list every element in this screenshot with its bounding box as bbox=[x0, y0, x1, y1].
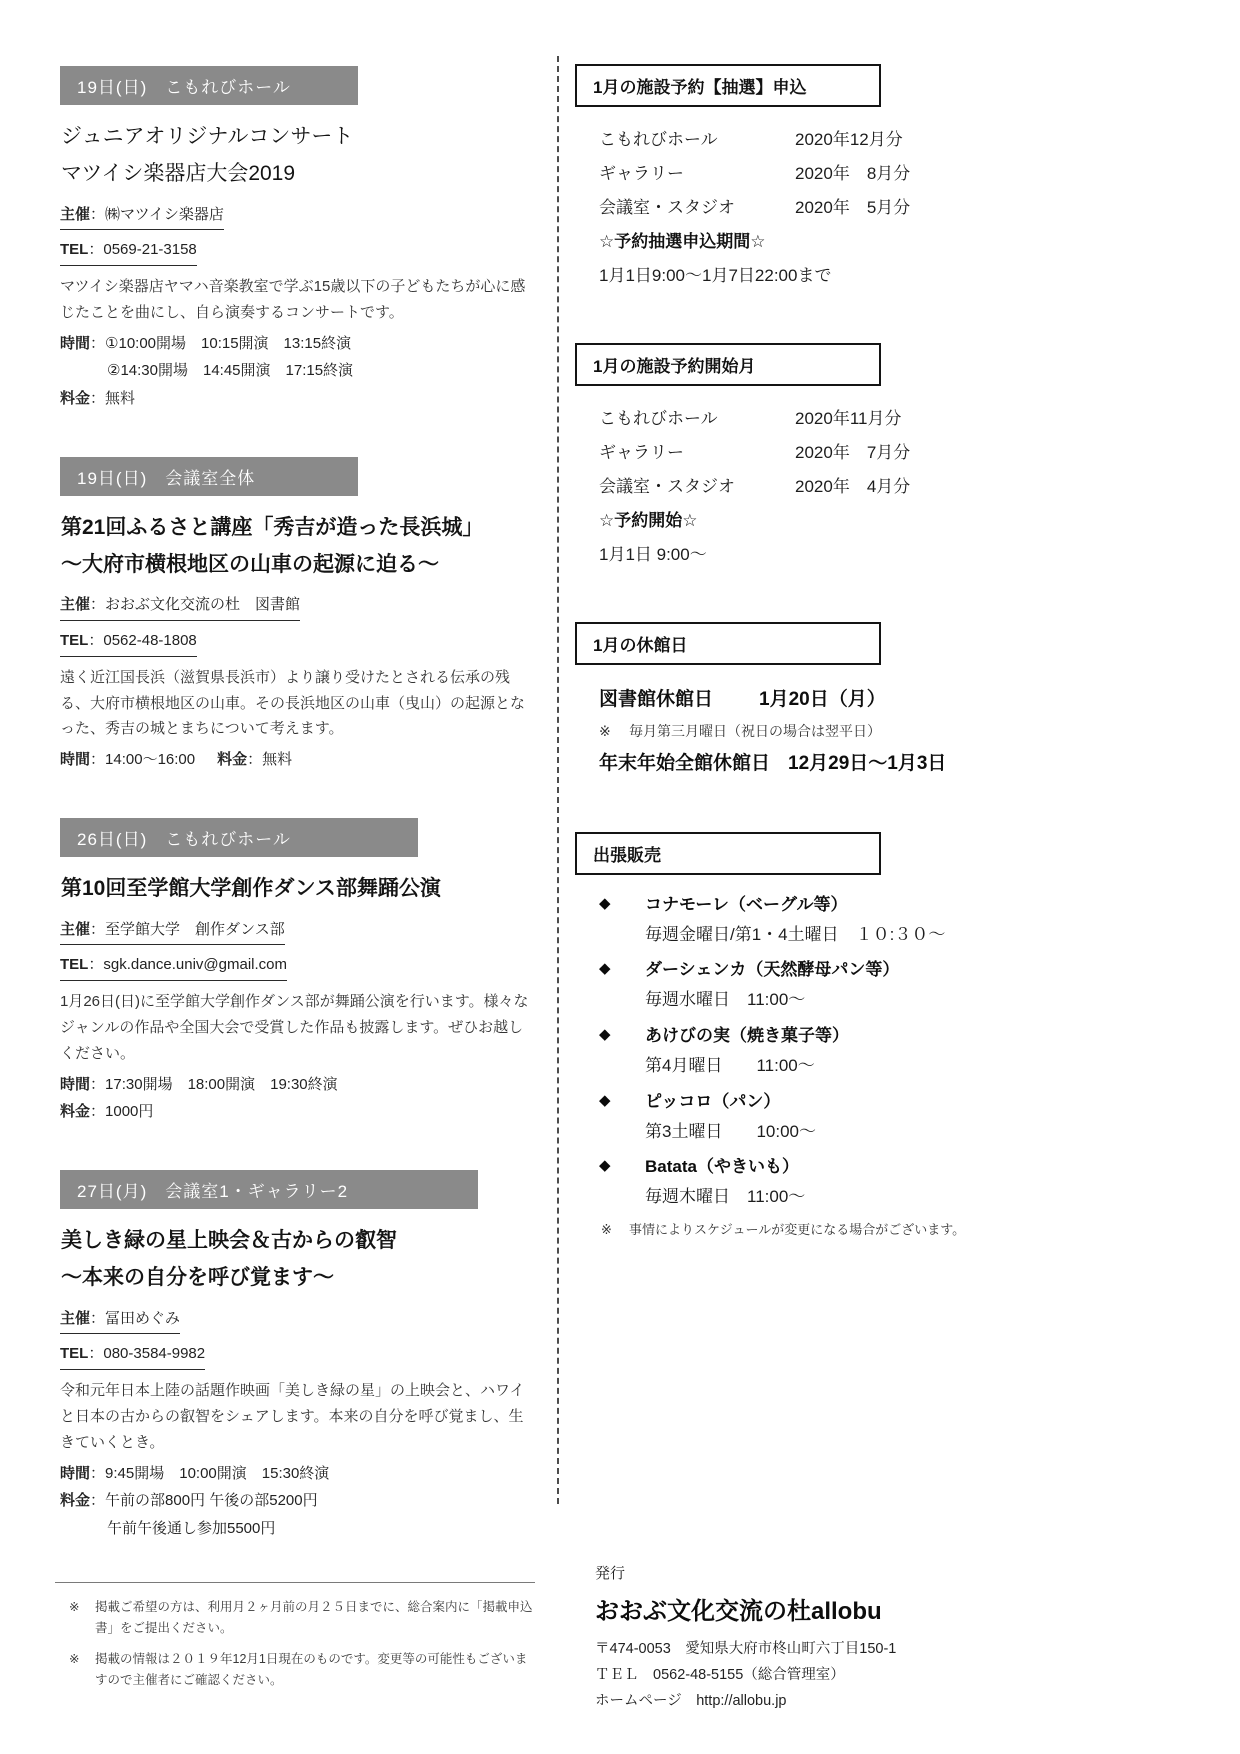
event-section bbox=[60, 1170, 538, 1543]
vendor-text bbox=[645, 1022, 849, 1081]
events-column bbox=[60, 66, 538, 1687]
facility-name: ギャラリー bbox=[599, 164, 684, 183]
event-title bbox=[61, 510, 538, 584]
time-row bbox=[60, 1071, 538, 1099]
colon: ： bbox=[90, 1309, 106, 1327]
event-header-bar: 26日(日) こもれびホール bbox=[60, 818, 418, 857]
yearend-closed-value: 12月29日～1月3日 bbox=[788, 752, 947, 774]
tel-label: TEL bbox=[60, 632, 89, 650]
vendor-schedule: 毎週木曜日 11:00～ bbox=[645, 1187, 806, 1207]
vendor-item bbox=[599, 956, 1195, 1015]
vendors-note-text: 事情によりスケジュールが変更になる場合がございます。 bbox=[629, 1221, 966, 1237]
footnote bbox=[55, 1649, 535, 1690]
publisher-homepage: ホームページ http://allobu.jp bbox=[595, 1693, 787, 1710]
tel-label: TEL bbox=[60, 241, 89, 259]
event-section bbox=[60, 818, 538, 1126]
period-text: 1月1日9:00～1月7日22:00まで bbox=[599, 266, 832, 285]
diamond-bullet-icon: ◆ bbox=[599, 1091, 611, 1109]
column-divider-dashed bbox=[557, 56, 559, 1504]
diamond-bullet-icon: ◆ bbox=[599, 960, 611, 978]
facility-value: 2020年 4月分 bbox=[795, 477, 911, 496]
fee-label: 料金 bbox=[217, 751, 248, 769]
period-text: 1月1日 9:00～ bbox=[599, 545, 707, 564]
event-header-bar: 19日(日) こもれびホール bbox=[60, 66, 358, 105]
event-title bbox=[61, 871, 538, 908]
fee-row bbox=[60, 1515, 538, 1543]
vendor-schedule: 毎週金曜日/第1・4土曜日 １０:３０～ bbox=[645, 924, 946, 944]
organizer-label: 主催 bbox=[60, 205, 91, 223]
colon: ： bbox=[88, 1345, 104, 1363]
library-closed-row bbox=[599, 681, 1195, 718]
facility-name: こもれびホール bbox=[599, 409, 718, 428]
facility-value: 2020年11月分 bbox=[795, 409, 902, 428]
facility-row bbox=[599, 402, 1195, 436]
colon: ： bbox=[88, 241, 104, 259]
event-title-line: 第10回至学館大学創作ダンス部舞踊公演 bbox=[61, 876, 441, 900]
vendor-text bbox=[645, 1153, 805, 1212]
event-title bbox=[61, 1223, 538, 1297]
colon: ： bbox=[88, 632, 104, 650]
facility-row bbox=[599, 191, 1195, 225]
vendor-name: ダーシェンカ（天然酵母パン等） bbox=[645, 960, 900, 980]
fee-value: 午前の部800円 午後の部5200円 bbox=[105, 1492, 318, 1510]
event-header-bar: 27日(月) 会議室1・ギャラリー2 bbox=[60, 1170, 478, 1209]
vendor-name: Batata（やきいも） bbox=[645, 1157, 799, 1177]
colon: ： bbox=[90, 1464, 106, 1482]
start-month-section bbox=[575, 343, 1195, 572]
colon: ： bbox=[88, 956, 104, 974]
vendor-item bbox=[599, 1088, 1195, 1147]
footnote-text: 掲載の情報は２０１９年12月1日現在のものです。変更等の可能性もございますので主催者にご確認ください。 bbox=[95, 1652, 528, 1687]
organizer-value: おおぶ文化交流の杜 図書館 bbox=[105, 596, 301, 614]
section-content bbox=[575, 402, 1195, 572]
fee-label: 料金 bbox=[60, 390, 91, 408]
event-section bbox=[60, 66, 538, 413]
time-value: 9:45開場 10:00開演 15:30終演 bbox=[105, 1464, 330, 1482]
fee-label: 料金 bbox=[60, 1103, 91, 1121]
vendor-item bbox=[599, 891, 1195, 950]
section-content bbox=[575, 123, 1195, 293]
diamond-bullet-icon: ◆ bbox=[599, 894, 611, 912]
vendors-section bbox=[575, 832, 1195, 1241]
event-title bbox=[61, 119, 538, 193]
vendors-note bbox=[599, 1219, 1195, 1241]
tel-value: 080-3584-9982 bbox=[103, 1345, 206, 1363]
time-label: 時間 bbox=[60, 751, 91, 769]
tel-label: TEL bbox=[60, 956, 89, 974]
section-content bbox=[575, 891, 1195, 1241]
info-column bbox=[575, 64, 1195, 1710]
section-header-box: 1月の施設予約【抽選】申込 bbox=[575, 64, 881, 107]
lottery-section bbox=[575, 64, 1195, 293]
colon: ： bbox=[90, 205, 106, 223]
publisher-tel: ＴＥＬ 0562-48-5155（総合管理室） bbox=[595, 1667, 845, 1684]
event-description: 令和元年日本上陸の話題作映画「美しき緑の星」の上映会と、ハワイと日本の古からの叡智をシェアします。本来の自分を呼び覚まし、生きていくとき。 bbox=[60, 1382, 525, 1451]
vendor-name: ピッコロ（パン） bbox=[645, 1091, 781, 1111]
event-title-line: ～本来の自分を呼び覚ます～ bbox=[61, 1265, 334, 1289]
time-value: ②14:30開場 14:45開演 17:15終演 bbox=[107, 362, 354, 380]
organizer-label: 主催 bbox=[60, 596, 91, 614]
organizer-label: 主催 bbox=[60, 920, 91, 938]
publisher-block bbox=[595, 1562, 1155, 1714]
colon: ： bbox=[90, 751, 106, 769]
asterisk-marker: ※ bbox=[599, 723, 611, 740]
fee-label: 料金 bbox=[60, 1492, 91, 1510]
vendor-name: あけびの実（焼き菓子等） bbox=[645, 1025, 849, 1045]
fee-value: 無料 bbox=[262, 751, 293, 769]
section-content bbox=[575, 681, 1195, 782]
organizer-line bbox=[60, 1305, 538, 1341]
footnote-text: 掲載ご希望の方は、利用月２ヶ月前の月２５日までに、総合案内に「掲載申込書」をご提出ください。 bbox=[95, 1600, 533, 1635]
event-description: 遠く近江国長浜（滋賀県長浜市）より譲り受けたとされる伝承の残る、大府市横根地区の山車。その長浜地区の山車（曳山）の起源となった、秀吉の城とまちについて考えます。 bbox=[60, 668, 526, 738]
facility-value: 2020年 7月分 bbox=[795, 443, 911, 462]
vendor-text bbox=[645, 1088, 816, 1147]
fee-value: 午前午後通し参加5500円 bbox=[107, 1520, 276, 1538]
time-label: 時間 bbox=[60, 1464, 91, 1482]
library-closed-label: 図書館休館日 bbox=[599, 689, 714, 710]
event-section bbox=[60, 457, 538, 774]
facility-name: 会議室・スタジオ bbox=[599, 477, 735, 496]
fee-row bbox=[60, 1098, 538, 1126]
event-title-line: マツイシ楽器店大会2019 bbox=[61, 161, 296, 185]
colon: ： bbox=[247, 751, 263, 769]
vendor-schedule: 第4月曜日 11:00～ bbox=[645, 1055, 815, 1075]
organizer-value: ㈱マツイシ楽器店 bbox=[105, 205, 224, 223]
organizer-line bbox=[60, 201, 538, 237]
yearend-closed-row bbox=[599, 745, 1195, 782]
publisher-name: おおぶ文化交流の杜allobu bbox=[595, 1598, 882, 1625]
event-header-bar: 19日(日) 会議室全体 bbox=[60, 457, 358, 496]
tel-label: TEL bbox=[60, 1345, 89, 1363]
section-header-box: 1月の施設予約開始月 bbox=[575, 343, 881, 386]
event-description: マツイシ楽器店ヤマハ音楽教室で学ぶ15歳以下の子どもたちが心に感じたことを曲にし、自ら演奏するコンサートです。 bbox=[60, 278, 526, 321]
organizer-value: 至学館大学 創作ダンス部 bbox=[105, 920, 285, 938]
tel-line bbox=[60, 236, 538, 272]
tel-value: 0562-48-1808 bbox=[103, 632, 197, 650]
event-title-line: 美しき緑の星上映会＆古からの叡智 bbox=[61, 1229, 397, 1253]
facility-name: ギャラリー bbox=[599, 443, 684, 462]
event-title-line: ジュニアオリジナルコンサート bbox=[61, 125, 354, 148]
vendor-item bbox=[599, 1153, 1195, 1212]
asterisk-marker: ※ bbox=[601, 1221, 612, 1237]
tel-value: 0569-21-3158 bbox=[103, 241, 197, 259]
vendor-name: コナモーレ（ベーグル等） bbox=[645, 894, 848, 914]
tel-line bbox=[60, 1340, 538, 1376]
organizer-line bbox=[60, 591, 538, 627]
tel-line bbox=[60, 951, 538, 987]
facility-name: 会議室・スタジオ bbox=[599, 198, 735, 217]
facility-row bbox=[599, 157, 1195, 191]
publisher-label: 発行 bbox=[595, 1565, 626, 1582]
time-value: ①10:00開場 10:15開演 13:15終演 bbox=[105, 334, 352, 352]
facility-value: 2020年12月分 bbox=[795, 130, 903, 149]
time-value: 17:30開場 18:00開演 19:30終演 bbox=[105, 1075, 338, 1093]
facility-row bbox=[599, 123, 1195, 157]
tel-value: sgk.dance.univ@gmail.com bbox=[103, 956, 287, 974]
time-row bbox=[60, 330, 538, 358]
vendor-text bbox=[645, 956, 899, 1015]
colon: ： bbox=[90, 596, 106, 614]
footnotes bbox=[55, 1582, 535, 1702]
closed-days-section bbox=[575, 622, 1195, 782]
organizer-line bbox=[60, 916, 538, 952]
time-row bbox=[60, 1460, 538, 1488]
colon: ： bbox=[90, 920, 106, 938]
event-title-line: 第21回ふるさと講座「秀吉が造った長浜城」 bbox=[61, 515, 484, 539]
yearend-closed-label: 年末年始全館休館日 bbox=[599, 752, 771, 774]
fee-row bbox=[60, 385, 538, 413]
vendor-schedule: 第3土曜日 10:00～ bbox=[645, 1121, 816, 1141]
time-fee-row bbox=[60, 746, 538, 774]
event-description: 1月26日(日)に至学館大学創作ダンス部が舞踊公演を行います。様々なジャンルの作品や全国大会で受賞した作品も披露します。ぜひお越しください。 bbox=[60, 993, 529, 1062]
colon: ： bbox=[90, 1492, 106, 1510]
organizer-value: 冨田めぐみ bbox=[105, 1309, 181, 1327]
vendor-schedule: 毎週水曜日 11:00～ bbox=[645, 990, 806, 1010]
time-label: 時間 bbox=[60, 1075, 91, 1093]
closed-note bbox=[599, 718, 1195, 745]
vendor-text bbox=[645, 891, 945, 950]
asterisk-marker: ※ bbox=[69, 1600, 80, 1614]
diamond-bullet-icon: ◆ bbox=[599, 1157, 611, 1175]
facility-value: 2020年 5月分 bbox=[795, 198, 911, 217]
facility-value: 2020年 8月分 bbox=[795, 164, 911, 183]
time-label: 時間 bbox=[60, 334, 91, 352]
colon: ： bbox=[90, 390, 106, 408]
footnote bbox=[55, 1597, 535, 1638]
tel-line bbox=[60, 627, 538, 663]
fee-value: 無料 bbox=[105, 390, 136, 408]
time-row bbox=[60, 357, 538, 385]
facility-name: こもれびホール bbox=[599, 130, 718, 149]
library-closed-value: 1月20日（月） bbox=[759, 689, 886, 710]
facility-row bbox=[599, 436, 1195, 470]
closed-note-text: 毎月第三月曜日（祝日の場合は翌平日） bbox=[629, 723, 881, 740]
fee-value: 1000円 bbox=[105, 1103, 154, 1121]
publisher-address: 〒474-0053 愛知県大府市柊山町六丁目150-1 bbox=[595, 1641, 897, 1657]
colon: ： bbox=[90, 334, 106, 352]
organizer-label: 主催 bbox=[60, 1309, 91, 1327]
vendor-item bbox=[599, 1022, 1195, 1081]
period-title: ☆予約開始☆ bbox=[599, 511, 698, 530]
period-title: ☆予約抽選申込期間☆ bbox=[599, 232, 766, 251]
event-title-line: ～大府市横根地区の山車の起源に迫る～ bbox=[61, 552, 439, 576]
fee-row bbox=[60, 1487, 538, 1515]
diamond-bullet-icon: ◆ bbox=[599, 1025, 611, 1043]
section-header-box: 出張販売 bbox=[575, 832, 881, 875]
colon: ： bbox=[90, 1103, 106, 1121]
time-value: 14:00～16:00 bbox=[105, 751, 196, 769]
colon: ： bbox=[90, 1075, 106, 1093]
asterisk-marker: ※ bbox=[69, 1652, 80, 1667]
facility-row bbox=[599, 470, 1195, 504]
section-header-box: 1月の休館日 bbox=[575, 622, 881, 665]
